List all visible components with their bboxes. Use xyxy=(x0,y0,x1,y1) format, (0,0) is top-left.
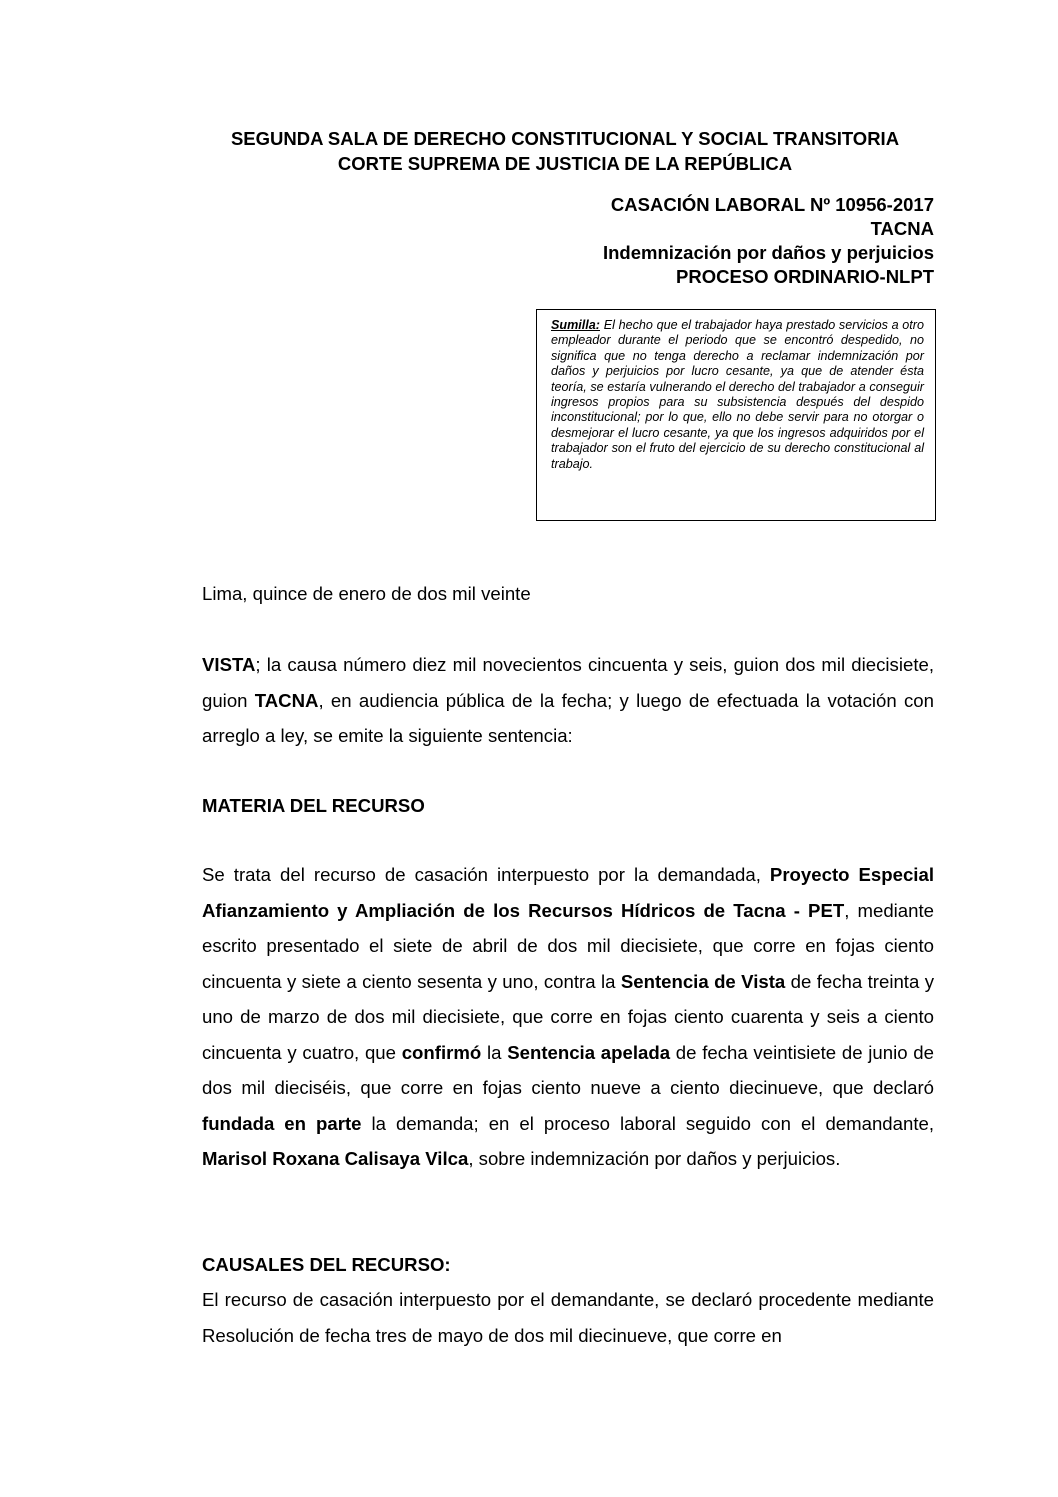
materia-text-3: de fecha treinta y uno de marzo de dos mil diecisiete, que corre en fojas ciento cuarenta y seis a ciento cincuenta y cuatro, que xyxy=(202,970,935,1063)
vista-city: TACNA xyxy=(254,689,319,711)
vista-text-2: , en audiencia pública de la fecha; y luego de efectuada la votación con arreglo a ley, se emite la siguiente sentencia: xyxy=(202,689,934,746)
materia-paragraph xyxy=(202,857,934,1177)
materia-heading: MATERIA DEL RECURSO xyxy=(202,795,425,816)
causales-heading: CAUSALES DEL RECURSO: xyxy=(202,1254,451,1275)
materia-sentencia-vista: Sentencia de Vista xyxy=(620,970,786,992)
case-process: PROCESO ORDINARIO-NLPT xyxy=(676,266,934,287)
vista-label: VISTA xyxy=(202,654,256,675)
case-city: TACNA xyxy=(870,218,934,239)
case-number: CASACIÓN LABORAL Nº 10956-2017 xyxy=(610,194,934,215)
materia-plaintiff: Marisol Roxana Calisaya Vilca xyxy=(202,1148,469,1169)
sumilla-box xyxy=(536,309,936,521)
date-line: Lima, quince de enero de dos mil veinte xyxy=(202,583,531,604)
vista-paragraph xyxy=(202,647,934,754)
sumilla-text: El hecho que el trabajador haya prestado servicios a otro empleador durante el periodo que se encontró despedido, no significa que no tenga derecho a reclamar indemnización por daños y perjuicios por lucro cesante, ya que de atender ésta teoría, se estaría vulnerando el derecho del trabajador a conseguir ingresos propios para su subsistencia después del despido inconstitucional; por lo que, ello no debe servir para no otorgar o desmejorar el lucro cesante, ya que los ingresos adquiridos por el trabajador son el fruto del ejercicio de su derecho constitucional al trabajo. xyxy=(551,318,924,471)
materia-text-4: la xyxy=(481,1041,508,1063)
case-identifier xyxy=(514,193,934,289)
materia-fundada: fundada en parte xyxy=(202,1112,362,1134)
case-subject: Indemnización por daños y perjuicios xyxy=(602,242,934,263)
court-header-line-1: SEGUNDA SALA DE DERECHO CONSTITUCIONAL Y SOCIAL TRANSITORIA xyxy=(230,128,900,149)
materia-text-5: de fecha veintisiete de junio de dos mil dieciséis, que corre en fojas ciento nueve a ciento diecinueve, que declaró xyxy=(202,1041,934,1098)
causales-paragraph: El recurso de casación interpuesto por el demandante, se declaró procedente mediante Resolución de fecha tres de mayo de dos mil diecinueve, que corre en xyxy=(202,1289,934,1346)
materia-sentencia-apelada: Sentencia apelada xyxy=(507,1041,671,1063)
materia-text-7: , sobre indemnización por daños y perjuicios. xyxy=(468,1148,841,1169)
materia-confirmo: confirmó xyxy=(401,1041,482,1063)
materia-text-1: Se trata del recurso de casación interpuesto por la demandada, xyxy=(202,864,770,885)
materia-text-6: la demanda; en el proceso laboral seguido con el demandante, xyxy=(361,1112,934,1134)
materia-text-2: , mediante escrito presentado el siete de abril de dos mil diecisiete, que corre en fojas ciento cincuenta y siete a ciento sesenta y uno, contra la xyxy=(202,899,934,992)
materia-defendant: Proyecto Especial Afianzamiento y Ampliación de los Recursos Hídricos de Tacna - PET xyxy=(202,864,934,921)
court-header-line-2: CORTE SUPREMA DE JUSTICIA DE LA REPÚBLICA xyxy=(337,153,793,174)
vista-text-1: ; la causa número diez mil novecientos cincuenta y seis, guion dos mil diecisiete, guion xyxy=(202,654,934,711)
sumilla-label: Sumilla: xyxy=(551,318,600,332)
court-header xyxy=(150,126,980,176)
